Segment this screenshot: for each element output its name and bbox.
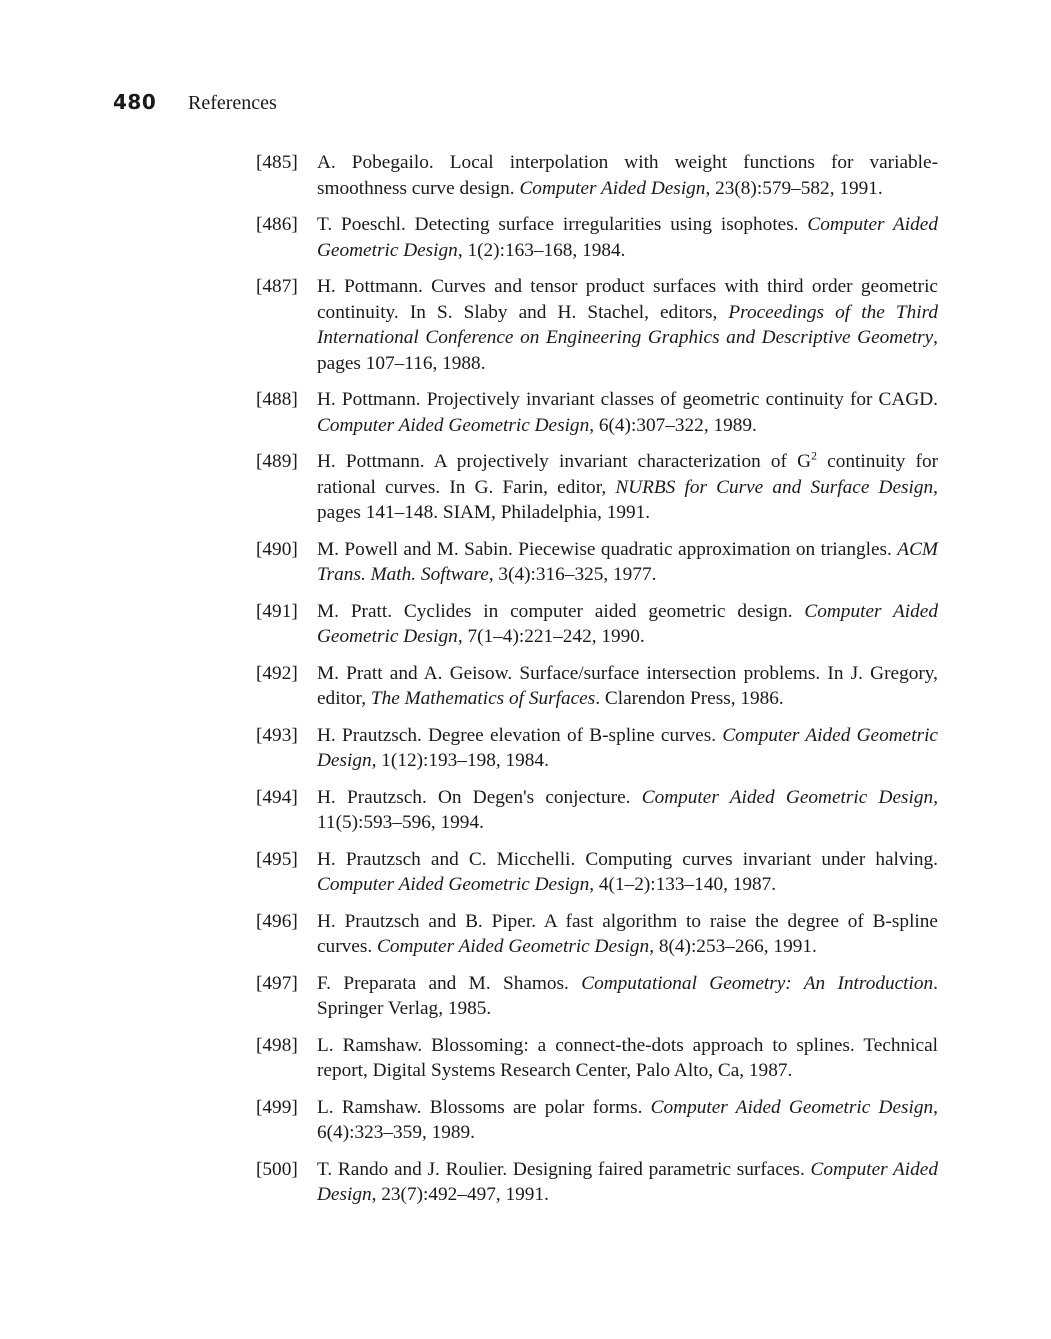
reference-authors-text: F. Preparata and M. Shamos.: [317, 972, 582, 994]
reference-publication-title: Computer Aided Design: [317, 1158, 938, 1205]
reference-publication-title: ACM Trans. Math. Software: [317, 538, 938, 585]
reference-publication-title: Computer Aided Geometric Design: [317, 874, 590, 895]
reference-entry: [256, 785, 938, 836]
reference-text: [317, 847, 938, 898]
reference-details: , 3(4):316–325, 1977.: [488, 564, 657, 585]
reference-list: [256, 150, 938, 1219]
reference-text: [317, 1095, 938, 1146]
reference-entry: [256, 387, 938, 438]
reference-number: [500]: [256, 1158, 298, 1180]
reference-authors-text: L. Ramshaw. Blossoming: a connect-the-dots approach to splines. Technical report, Digital Systems Research Center, Palo Alto, Ca, 1987.: [317, 1034, 938, 1081]
reference-authors-text: H. Pottmann. A projectively invariant characterization of G: [317, 451, 812, 472]
reference-entry: [256, 537, 938, 588]
reference-details: , 6(4):323–359, 1989.: [317, 1096, 938, 1143]
reference-details: , 23(7):492–497, 1991.: [371, 1184, 549, 1205]
reference-entry: [256, 150, 938, 201]
reference-number: [497]: [256, 972, 298, 994]
reference-details: , 6(4):307–322, 1989.: [589, 414, 757, 436]
page-number: 480: [113, 90, 157, 114]
reference-authors-text: L. Ramshaw. Blossoms are polar forms.: [317, 1096, 651, 1118]
reference-authors-text: M. Pratt. Cyclides in computer aided geometric design.: [317, 600, 805, 622]
reference-text: [317, 449, 938, 526]
reference-publication-title: Proceedings of the Third International Conference on Engineering Graphics and Descriptive Geometry: [317, 301, 938, 348]
reference-number: [489]: [256, 451, 298, 472]
reference-entry: [256, 449, 938, 526]
reference-publication-title: Computer Aided Geometric Design: [650, 1096, 934, 1118]
reference-publication-title: Computer Aided Design: [519, 177, 706, 199]
reference-text: [317, 274, 938, 376]
reference-text: [317, 1033, 938, 1084]
reference-text: [317, 661, 938, 712]
reference-publication-title: Computational Geometry: An Introduction: [581, 972, 934, 994]
reference-text: [317, 150, 938, 201]
reference-publication-title: Computer Aided Geometric Design: [317, 214, 938, 261]
reference-entry: [256, 1095, 938, 1146]
reference-details: , 1(12):193–198, 1984.: [371, 750, 549, 771]
reference-details: , 1(2):163–168, 1984.: [457, 239, 626, 261]
reference-details: , pages 141–148. SIAM, Philadelphia, 1991.: [317, 476, 938, 523]
reference-publication-title: The Mathematics of Surfaces: [370, 688, 596, 709]
reference-text: [317, 599, 938, 650]
reference-text: [317, 537, 938, 588]
reference-details: , 7(1–4):221–242, 1990.: [457, 626, 645, 647]
running-head: [113, 90, 277, 120]
reference-authors-text: H. Prautzsch and C. Micchelli. Computing curves invariant under halving.: [317, 848, 938, 870]
reference-publication-title: Computer Aided Geometric Design: [317, 414, 590, 436]
reference-number: [490]: [256, 538, 298, 560]
reference-details: , 23(8):579–582, 1991.: [705, 177, 883, 199]
reference-details: . Clarendon Press, 1986.: [595, 688, 784, 709]
reference-authors-text: H. Prautzsch. Degree elevation of B-spline curves.: [317, 724, 723, 746]
reference-entry: [256, 599, 938, 650]
reference-text: [317, 785, 938, 836]
reference-publication-title: Computer Aided Geometric Design: [641, 786, 934, 808]
reference-text: [317, 1157, 938, 1208]
reference-details: , 11(5):593–596, 1994.: [317, 786, 939, 833]
reference-text: [317, 212, 938, 263]
reference-entry: [256, 274, 938, 376]
reference-details: , pages 107–116, 1988.: [317, 327, 938, 374]
reference-entry: [256, 212, 938, 263]
reference-details: , 8(4):253–266, 1991.: [649, 936, 817, 957]
reference-number: [488]: [256, 389, 298, 410]
reference-number: [494]: [256, 786, 298, 808]
reference-publication-title: NURBS for Curve and Surface Design: [615, 476, 934, 498]
reference-details: . Springer Verlag, 1985.: [317, 972, 938, 1019]
reference-entry: [256, 847, 938, 898]
reference-number: [496]: [256, 910, 298, 932]
reference-publication-title: Computer Aided Geometric Design: [317, 600, 938, 647]
reference-entry: [256, 909, 938, 960]
reference-authors-text: H. Pottmann. Projectively invariant classes of geometric continuity for CAGD.: [317, 389, 938, 410]
reference-number: [492]: [256, 662, 298, 684]
section-title: References: [188, 92, 277, 114]
reference-number: [498]: [256, 1034, 298, 1056]
reference-authors-text: A. Pobegailo. Local interpolation with weight functions for variable-smoothness curve design.: [317, 152, 938, 199]
reference-text-continued: continuity for rational curves. In G. Farin, editor,: [317, 451, 939, 498]
reference-authors-text: T. Poeschl. Detecting surface irregularities using isophotes.: [317, 214, 808, 235]
reference-text: [317, 723, 938, 774]
reference-number: [495]: [256, 848, 298, 870]
reference-authors-text: M. Pratt and A. Geisow. Surface/surface intersection problems. In J. Gregory, editor,: [317, 662, 938, 709]
reference-publication-title: Computer Aided Geometric Design: [317, 724, 938, 771]
reference-details: , 4(1–2):133–140, 1987.: [589, 874, 777, 895]
reference-number: [486]: [256, 214, 298, 235]
reference-authors-text: M. Powell and M. Sabin. Piecewise quadratic approximation on triangles.: [317, 538, 898, 560]
reference-text: [317, 387, 938, 438]
reference-text: [317, 971, 938, 1022]
reference-number: [487]: [256, 276, 298, 297]
reference-entry: [256, 661, 938, 712]
reference-authors-text: T. Rando and J. Roulier. Designing faired parametric surfaces.: [317, 1158, 811, 1180]
reference-number: [499]: [256, 1096, 298, 1118]
reference-number: [493]: [256, 724, 298, 746]
reference-authors-text: H. Pottmann. Curves and tensor product surfaces with third order geometric continuity. In S. Slaby and H. Stachel, editors,: [317, 276, 938, 323]
reference-publication-title: Computer Aided Geometric Design: [376, 936, 650, 957]
reference-entry: [256, 971, 938, 1022]
reference-text: [317, 909, 938, 960]
reference-number: [485]: [256, 152, 298, 173]
reference-entry: [256, 1157, 938, 1208]
reference-authors-text: H. Prautzsch and B. Piper. A fast algorithm to raise the degree of B-spline curves.: [317, 910, 938, 957]
reference-entry: [256, 1033, 938, 1084]
reference-entry: [256, 723, 938, 774]
reference-number: [491]: [256, 600, 298, 622]
reference-authors-text: H. Prautzsch. On Degen's conjecture.: [317, 786, 642, 808]
reference-superscript: 2: [811, 448, 818, 463]
